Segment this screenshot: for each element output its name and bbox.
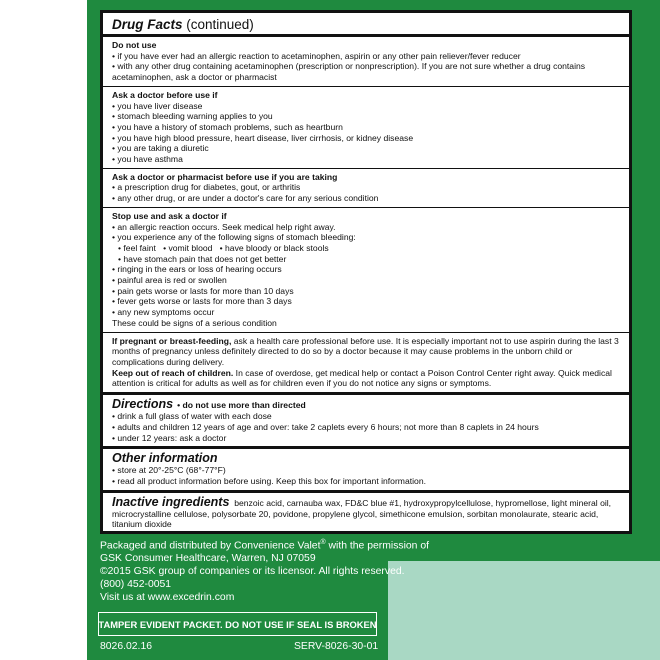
stop-use-item: • you experience any of the following signs of stomach bleeding: [112,232,623,243]
do-not-use-heading: Do not use [112,40,157,50]
pregnancy-warning [112,336,623,368]
drug-facts-title [103,13,629,37]
ask-doctor-item: • you have liver disease [112,101,623,112]
inactive-ingredients-section [103,493,629,534]
copyright-line: ©2015 GSK group of companies or its licensor. All rights reserved. [100,566,405,578]
ask-pharmacist-heading: Ask a doctor or pharmacist before use if you are taking [112,171,338,182]
ask-pharmacist-item: • a prescription drug for diabetes, gout, or arthritis [112,182,623,193]
stop-use-section [103,208,629,333]
keep-out-of-reach-lead: Keep out of reach of children. [112,367,234,378]
ask-doctor-item: • you have high blood pressure, heart disease, liver cirrhosis, or kidney disease [112,133,623,144]
lot-code: 8026.02.16 [100,641,153,652]
continued-label: (continued) [182,17,254,32]
ask-doctor-item: • you have asthma [112,154,623,165]
other-info-section [103,449,629,492]
drug-facts-heading: Drug Facts [112,17,183,32]
inactive-ingredients-text: benzoic acid, carnauba wax, FD&C blue #1, hydroxypropylcellulose, hypromellose, light mineral oil, microcrystalline cellulose, polysorbate 20, povidone, propylene glycol, simethicone emulsion, sorbitan monolaurate, stearic acid, titanium dioxide [112,497,612,530]
ask-doctor-section [103,87,629,169]
directions-heading: Directions [112,397,174,412]
directions-section [103,395,629,449]
drug-facts-box [100,10,632,534]
stomach-sign: • have bloody or black stools [220,243,329,253]
distributor-info [100,537,430,604]
other-info-heading: Other information [112,451,218,466]
phone-line: (800) 452-0051 [100,578,172,590]
directions-item: • drink a full glass of water with each dose [112,411,623,422]
ask-pharmacist-item: • any other drug, or are under a doctor's care for any serious condition [112,193,623,204]
stop-use-item: • pain gets worse or lasts for more than 10 days [112,286,623,297]
do-not-use-item: • with any other drug containing acetaminophen (prescription or nonprescription). If you are not sure whether a drug contains acetaminophen, ask a doctor or pharmacist [112,61,623,82]
ask-doctor-item: • you are taking a diuretic [112,143,623,154]
stop-use-item: • any new symptoms occur [112,307,623,318]
distributor-line: Packaged and distributed by Convenience Valet [100,540,321,552]
do-not-use-item: • if you have ever had an allergic reaction to acetaminophen, aspirin or any other pain reliever/fever reducer [112,51,623,62]
stop-use-item: • fever gets worse or lasts for more than 3 days [112,296,623,307]
directions-item: • under 12 years: ask a doctor [112,433,623,444]
ask-doctor-item: • stomach bleeding warning applies to you [112,111,623,122]
manufacturer-line: GSK Consumer Healthcare, Warren, NJ 07059 [100,553,316,565]
directions-note: • do not use more than directed [177,400,306,410]
ask-pharmacist-section [103,169,629,208]
stomach-sign: • vomit blood [163,243,212,253]
pregnancy-text: ask a health care professional before use. It is especially important not to use aspirin during the last 3 months of pregnancy unless definitely directed to do so by a doctor because it may cause problems in the unborn child or complications during delivery. [112,335,619,367]
stop-use-item: • painful area is red or swollen [112,275,623,286]
other-info-item: • read all product information before using. Keep this box for important information. [112,476,623,487]
inactive-ingredients-heading: Inactive ingredients [112,494,230,509]
other-info-item: • store at 20°-25°C (68°-77°F) [112,465,623,476]
pregnancy-section [103,333,629,396]
keep-out-of-reach [112,368,623,389]
stomach-signs-row [112,243,623,254]
pregnancy-lead: If pregnant or breast-feeding, [112,335,232,346]
product-code: SERV-8026-30-01 [294,641,379,652]
stop-use-item: • an allergic reaction occurs. Seek medical help right away. [112,222,623,233]
directions-item: • adults and children 12 years of age and over: take 2 caplets every 6 hours; not more than 8 caplets in 24 hours [112,422,623,433]
stop-use-item: • ringing in the ears or loss of hearing occurs [112,264,623,275]
distributor-line-end: with the permission of [325,540,430,552]
stop-use-heading: Stop use and ask a doctor if [112,210,227,221]
tamper-evident-notice: TAMPER EVIDENT PACKET. DO NOT USE IF SEAL IS BROKEN [98,612,377,636]
website-line: Visit us at www.excedrin.com [100,591,235,603]
keep-out-of-reach-text: In case of overdose, get medical help or contact a Poison Control Center right away. Quick medical attention is critical for adults as well as for children even if you do not notice any signs or symptoms. [112,367,612,389]
do-not-use-section [103,37,629,87]
stop-use-footer: These could be signs of a serious condition [112,317,277,328]
stomach-sign: • have stomach pain that does not get better [118,254,286,264]
ask-doctor-item: • you have a history of stomach problems, such as heartburn [112,122,623,133]
mint-panel [388,561,660,660]
stomach-sign: • feel faint [118,243,156,253]
registered-mark: ® [320,539,326,546]
ask-doctor-heading: Ask a doctor before use if [112,89,218,100]
